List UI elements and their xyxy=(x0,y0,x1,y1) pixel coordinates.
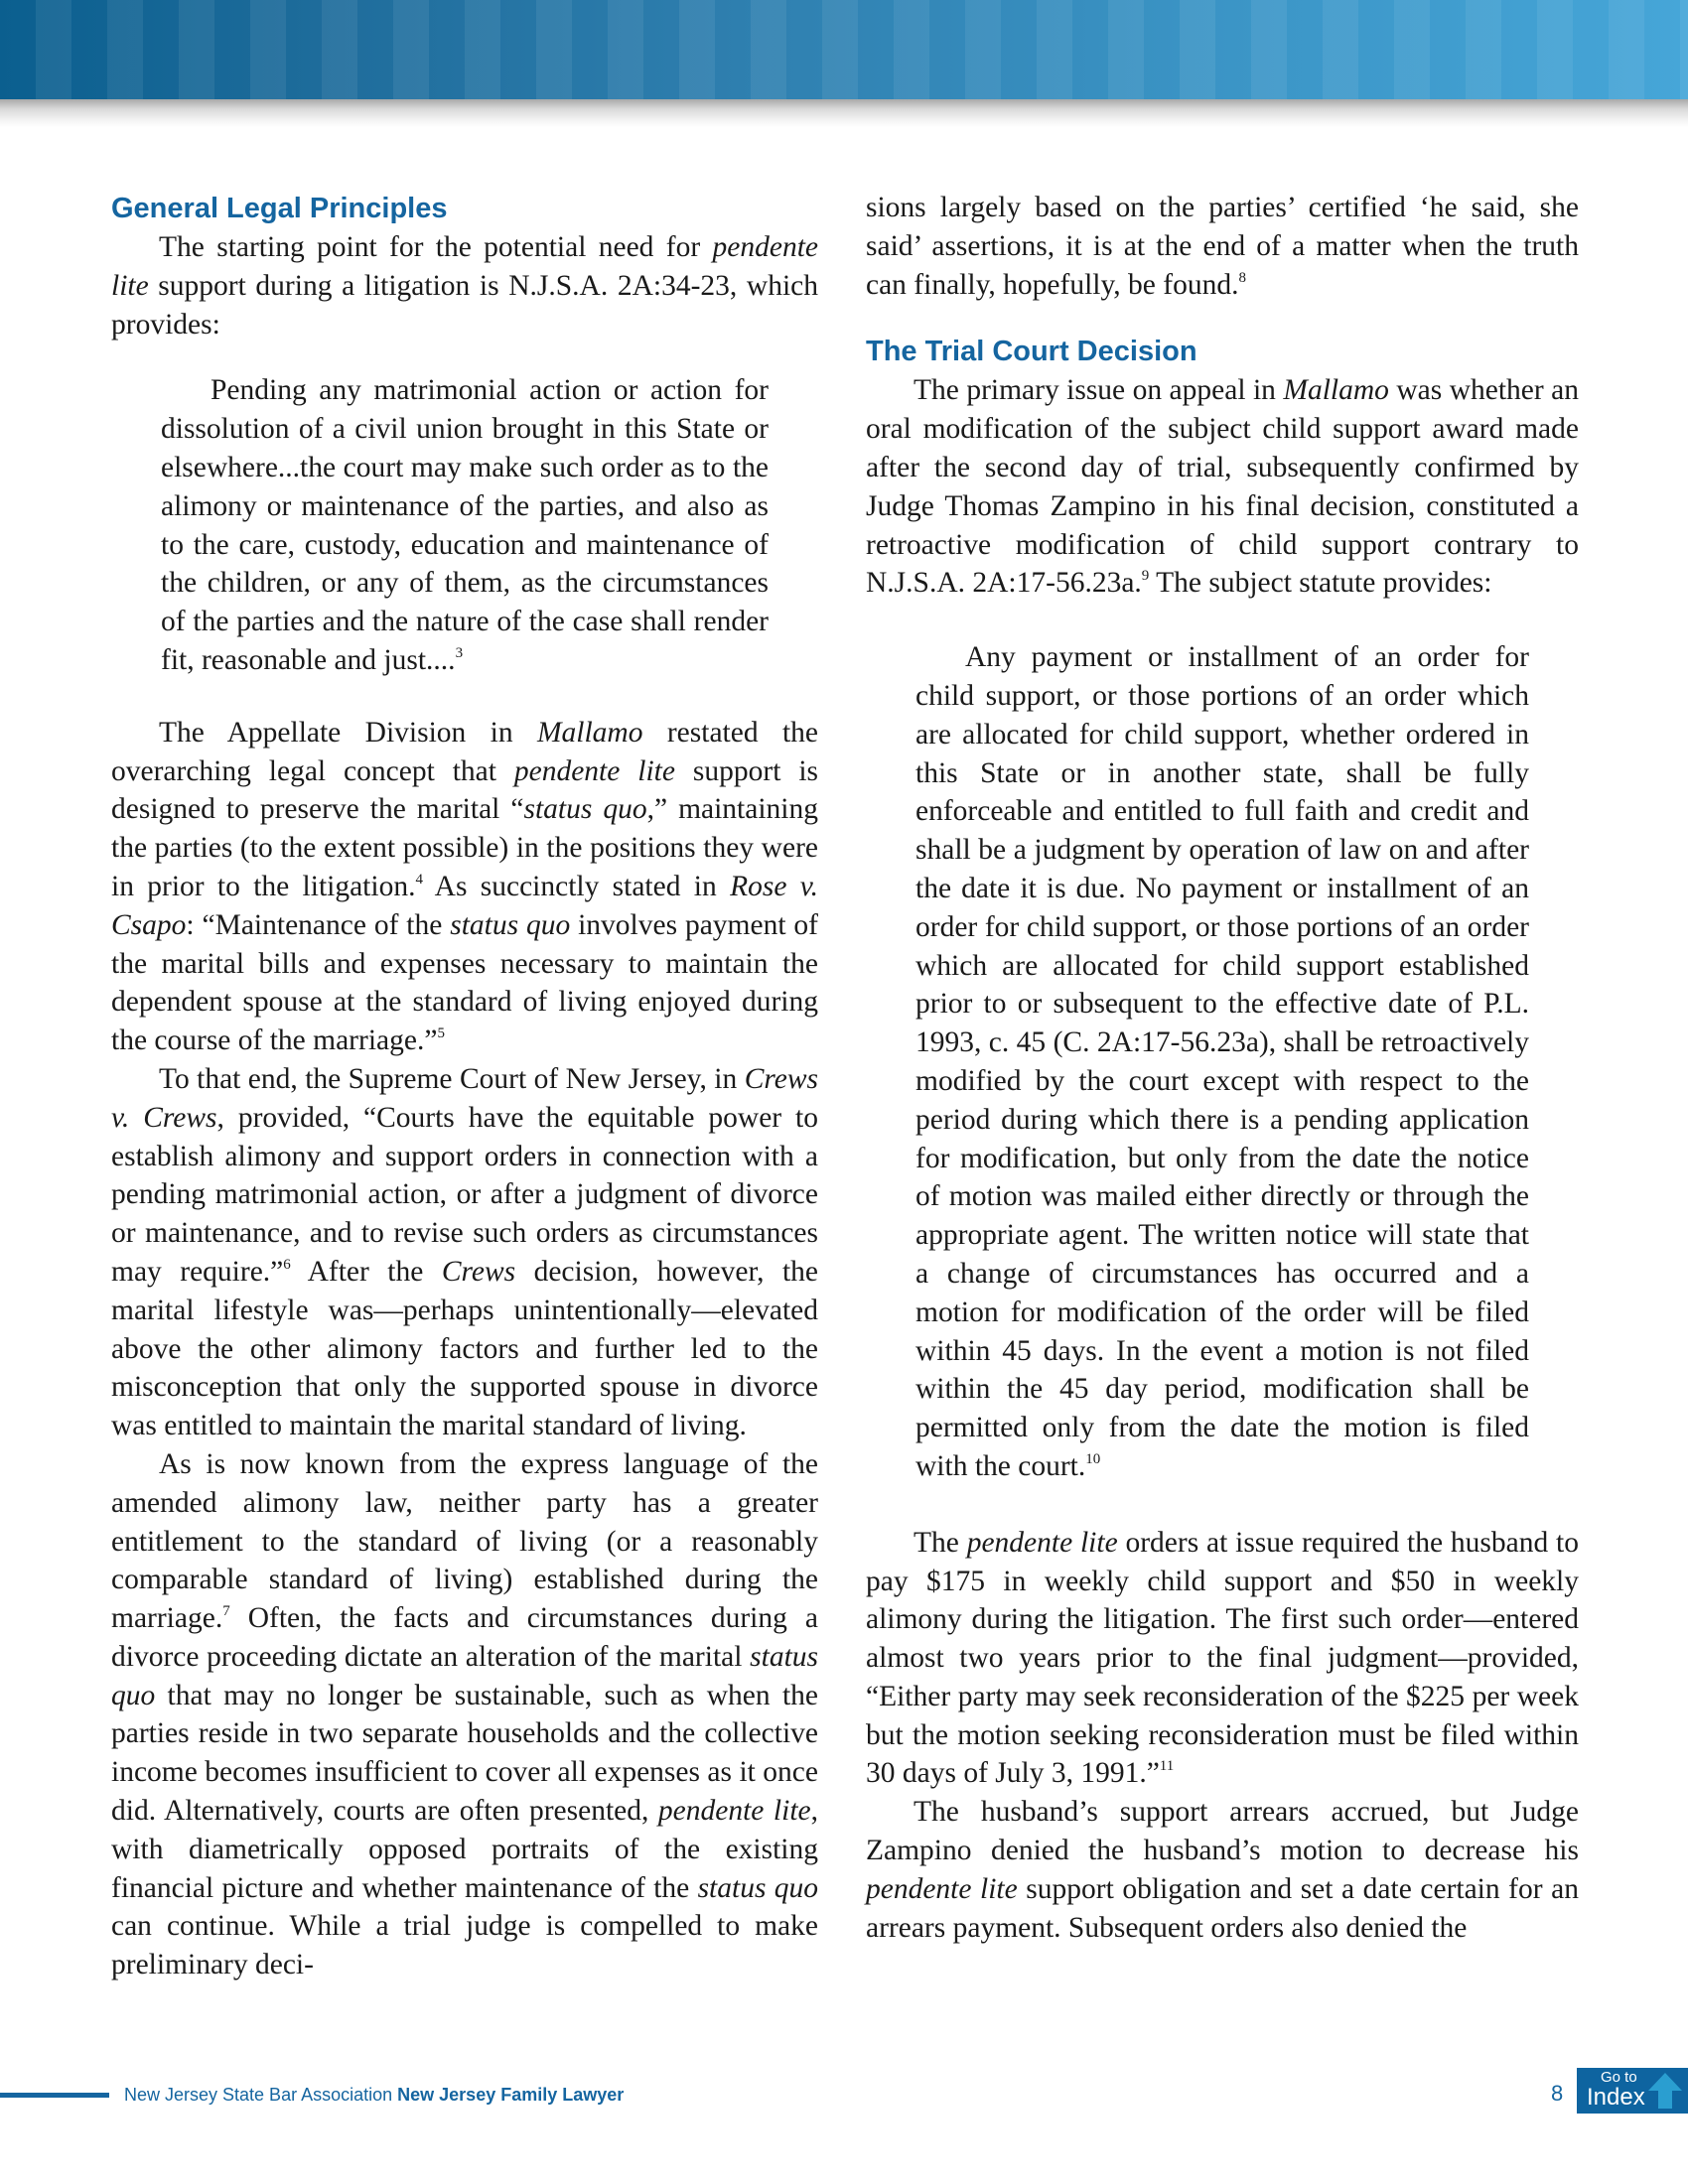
heading-trial-court-decision: The Trial Court Decision xyxy=(866,336,1197,368)
footnote-ref[interactable]: 5 xyxy=(437,1025,445,1042)
spacer xyxy=(111,700,818,714)
italic-term: status quo xyxy=(450,908,571,941)
italic-term: status quo xyxy=(523,793,647,826)
header-banner xyxy=(0,0,1688,99)
text: was whether an oral modification of the subject child support award made after the second day of trial, subsequently confirmed by Judge Thomas Zampino in his final decision, constituted a retroactive modification of child support contrary to N.J.S.A. 2A:17-56.23a. xyxy=(866,374,1580,600)
case-name: Crews xyxy=(441,1255,516,1288)
banner-shadow xyxy=(0,99,1688,127)
index-label: Index xyxy=(1587,2084,1645,2111)
page-footer xyxy=(0,2083,1688,2122)
text: can continue. While a trial judge is compelled to make preliminary deci- xyxy=(111,1910,818,1981)
footnote-ref[interactable]: 10 xyxy=(1085,1450,1101,1467)
banner-stripes xyxy=(0,0,1688,99)
italic-term: status quo xyxy=(111,1640,818,1711)
text: that may no longer be sustainable, such as when the parties reside in two separate households and the collective income becomes insufficient to cover all expenses as it once did. Alternatively, courts are often presented, xyxy=(111,1679,818,1828)
text: The subject statute provides: xyxy=(1149,567,1492,600)
footnote-ref[interactable]: 8 xyxy=(1238,269,1246,286)
go-to-label: Go to xyxy=(1601,2069,1637,2086)
case-name: Crews v. Crews xyxy=(111,1062,818,1134)
block-quote-statute xyxy=(161,371,769,679)
case-name: Rose v. Csapo xyxy=(111,870,819,941)
text: support during a litigation is N.J.S.A. 2A:34-23, which provides: xyxy=(111,269,818,341)
text: involves payment of the marital bills and expenses necessary to maintain the dependent spouse at the standard of living enjoyed during the course of the marriage.” xyxy=(111,908,818,1057)
quote-text xyxy=(915,638,1529,1486)
footnote-ref[interactable]: 3 xyxy=(455,644,464,661)
text: The primary issue on appeal in xyxy=(914,374,1284,407)
text: : “Maintenance of the xyxy=(186,908,451,941)
paragraph xyxy=(111,1060,818,1445)
paragraph xyxy=(111,714,818,1060)
text: The starting point for the potential need for xyxy=(159,231,713,263)
footer-publication xyxy=(124,2083,624,2107)
text: , provided, “Courts have the equitable power to establish alimony and support orders in connection with a pending matrimonial action, or after a judgment of divorce or maintenance, and to revise such orders as circumstances may require.” xyxy=(111,1101,818,1288)
italic-term: pendente lite xyxy=(513,754,675,787)
text: restated the overarching legal concept that xyxy=(111,716,818,787)
go-to-index-button[interactable] xyxy=(1577,2068,1688,2114)
text: orders at issue required the husband to pay $175 in weekly child support and $50 in weekly alimony during the litigation. The first such order—entered almost two years prior to the final judgment—provided, “Either party may seek reconsideration of the $225 per week but the motion seeking reconsideration must be filed within 30 days of July 3, 1991.” xyxy=(866,1526,1579,1790)
text: As is now known from the express language of the amended alimony law, neither party has a greater entitlement to the standard of living (or a reasonably comparable standard of living) established during the marriage. xyxy=(111,1447,818,1635)
text: The husband’s support arrears accrued, but Judge Zampino denied the husband’s motion to decrease his xyxy=(866,1796,1579,1867)
text: Often, the facts and circumstances during a divorce proceeding dictate an alteration of the marital xyxy=(111,1602,818,1673)
text: After the xyxy=(290,1255,442,1288)
italic-term: pendente lite xyxy=(111,231,818,302)
publication-name: New Jersey Family Lawyer xyxy=(397,2085,625,2105)
paragraph xyxy=(866,371,1579,603)
text: Pending any matrimonial action or action for dissolution of a civil union brought in this State or elsewhere...the court may make such order as to the alimony or maintenance of the parties, and also as to the care, custody, education and maintenance of the children, or any of them, as the circumstances of the parties and the nature of the case shall render fit, reasonable and just.... xyxy=(161,374,769,676)
text: support is designed to preserve the marital “ xyxy=(111,754,818,826)
text: , with diametrically opposed portraits of the existing financial picture and whether maintenance of the xyxy=(111,1795,818,1904)
footnote-ref[interactable]: 6 xyxy=(283,1256,291,1273)
heading-general-legal-principles: General Legal Principles xyxy=(111,193,448,224)
italic-term: pendente lite xyxy=(966,1526,1118,1559)
italic-term: Mallamo xyxy=(536,716,643,749)
text: The xyxy=(914,1526,967,1559)
text: ,” maintaining the parties (to the extent possible) in the positions they were in prior to the litigation. xyxy=(111,793,818,902)
left-column xyxy=(111,189,818,1984)
text: The Appellate Division in xyxy=(159,716,537,749)
paragraph xyxy=(866,1524,1579,1794)
footer-rule xyxy=(0,2093,109,2098)
italic-term: status quo xyxy=(697,1871,818,1904)
spacer xyxy=(866,1506,1579,1524)
case-name: Mallamo xyxy=(1283,374,1389,407)
paragraph xyxy=(866,1793,1579,1947)
paragraph-continued xyxy=(866,189,1579,304)
footnote-ref[interactable]: 4 xyxy=(415,871,423,887)
italic-term: pendente lite xyxy=(657,1795,811,1828)
quote-text xyxy=(161,371,769,679)
footnote-ref[interactable]: 11 xyxy=(1159,1758,1175,1775)
footnote-ref[interactable]: 7 xyxy=(222,1603,230,1620)
paragraph xyxy=(111,228,818,343)
text: sions largely based on the parties’ certified ‘he said, she said’ assertions, it is at the end of a matter when the truth can finally, hopefully, be found. xyxy=(866,192,1579,301)
text: decision, however, the marital lifestyle was—perhaps unintentionally—elevated above the other alimony factors and further led to the misconception that only the supported spouse in divorce was entitled to maintain the marital standard of living. xyxy=(111,1255,819,1442)
text: Any payment or installment of an order for child support, or those portions of an order which are allocated for child support, whether ordered in this State or in another state, shall be fully enforceable and entitled to full faith and credit and shall be a judgment by operation of law on and after the date it is due. No payment or installment of an order for child support, or those portions of an order which are allocated for child support established prior to or subsequent to the effective date of P.L. 1993, c. 45 (C. 2A:17-56.23a), shall be retroactively modified by the court except with respect to the period during which there is a pending application for modification, but only from the date the notice of motion was mailed either directly or through the appropriate agent. The written notice will state that a change of circumstances has occurred and a motion for modification of the order will be filed within 45 days. In the event a motion is not filed within the 45 day period, modification shall be permitted only from the date the motion is filed with the court. xyxy=(915,641,1529,1482)
arrow-up-icon xyxy=(1646,2071,1684,2111)
paragraph xyxy=(111,1445,818,1984)
spacer xyxy=(866,304,1579,332)
footnote-ref[interactable]: 9 xyxy=(1141,568,1150,585)
page-number: 8 xyxy=(1551,2081,1564,2106)
block-quote-statute xyxy=(915,638,1529,1486)
organization-name: New Jersey State Bar Association xyxy=(124,2085,393,2105)
right-column xyxy=(866,189,1579,1947)
italic-term: pendente lite xyxy=(866,1872,1018,1905)
text: support obligation and set a date certain for an arrears payment. Subsequent orders also denied the xyxy=(866,1872,1579,1944)
text: As succinctly stated in xyxy=(422,870,731,902)
text: To that end, the Supreme Court of New Jersey, in xyxy=(159,1062,745,1095)
